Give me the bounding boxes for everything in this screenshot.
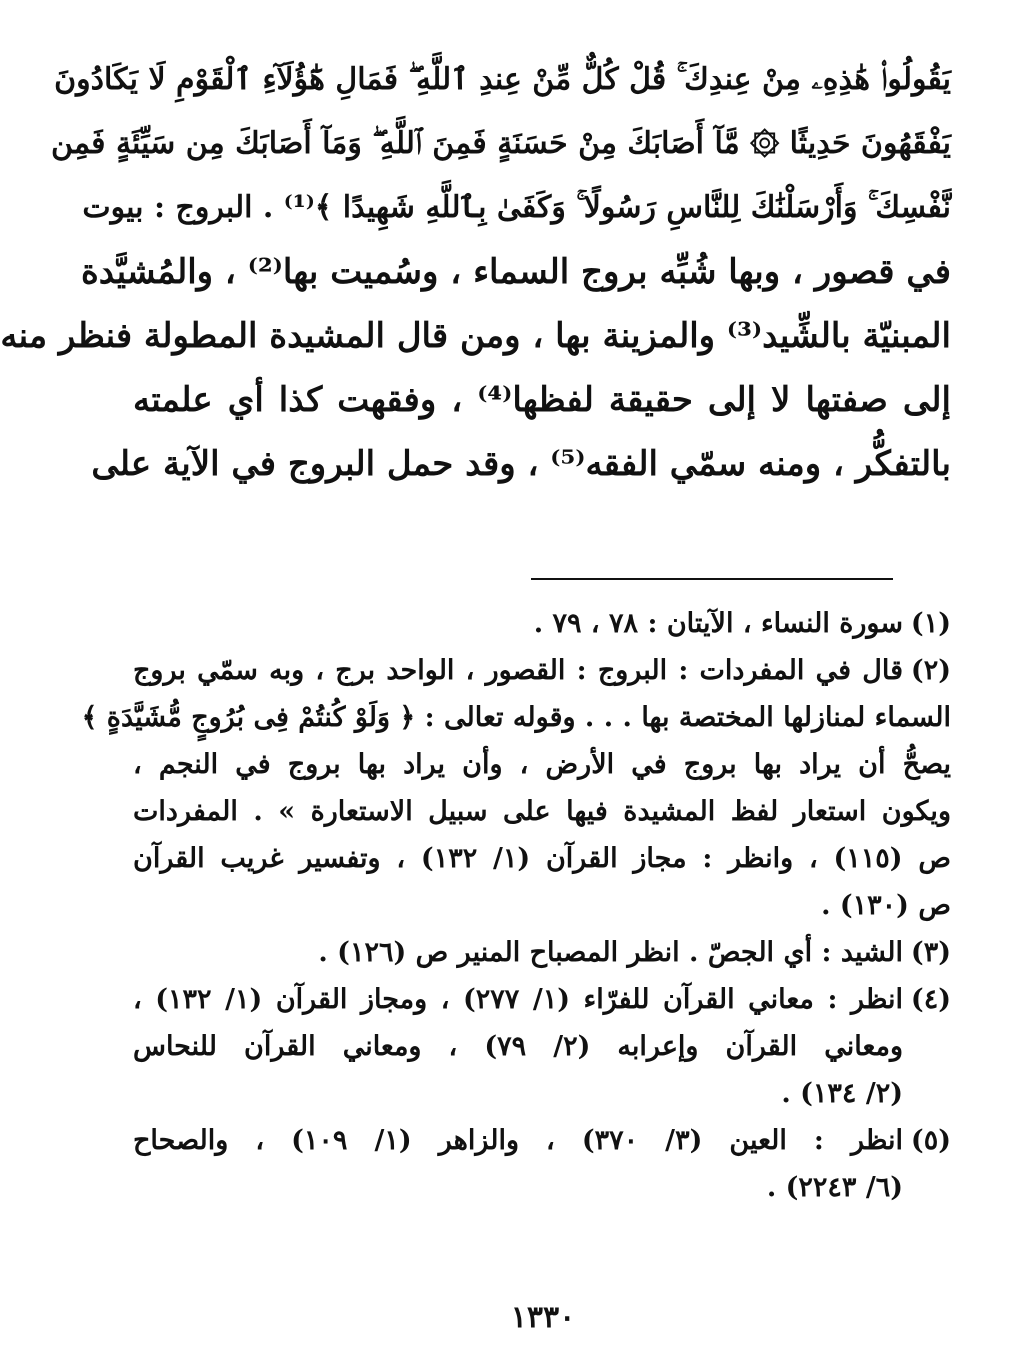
footnote-number: (٤) <box>910 984 951 1015</box>
footnote-text: انظر : معاني القرآن للفرّاء (١/ ٢٧٧) ، ومجاز القرآن (١/ ١٣٢) ، <box>133 984 904 1015</box>
footnote-number: (١) <box>910 608 951 639</box>
footnote-text: ص (١١٥) ، وانظر : مجاز القرآن (١/ ١٣٢) ، وتفسير غريب القرآن <box>133 843 952 874</box>
footnote-4 <box>133 976 951 1117</box>
footnote-number: (٢) <box>910 655 951 686</box>
footnote-text: ومعاني القرآن وإعرابه (٢/ ٧٩) ، ومعاني القرآن للنحاس <box>133 1031 903 1062</box>
footnote-text: (٦/ ٢٢٤٣) . <box>766 1172 903 1203</box>
footnote-divider <box>531 578 893 580</box>
footnote-5 <box>133 1117 951 1211</box>
main-text-line: يَقُولُوا۟ هَٰذِهِۦ مِنْ عِندِكَ ۚ قُلْ كُلٌّ مِّنْ عِندِ ٱللَّهِ ۖ فَمَالِ هَٰٓؤُلَآءِ ٱلْقَوْمِ لَا يَكَادُونَ <box>54 62 951 97</box>
footnote-3 <box>133 929 951 976</box>
footnote-text: ويكون استعار لفظ المشيدة فيها على سبيل الاستعارة » . المفردات <box>133 796 951 827</box>
main-text-line: المبنيّة بالشِّيد⁽³⁾ والمزينة بها ، ومن قال المشيدة المطولة فنظر منه <box>0 316 951 356</box>
main-text-line: يَفْقَهُونَ حَدِيثًا ۞ مَّآ أَصَابَكَ مِنْ حَسَنَةٍ فَمِنَ ٱللَّهِ ۖ وَمَآ أَصَابَكَ مِن سَيِّئَةٍ فَمِن <box>51 126 951 161</box>
footnote-text: انظر : العين (٣/ ٣٧٠) ، والزاهر (١/ ١٠٩) ، والصحاح <box>133 1125 904 1156</box>
main-text-line: في قصور ، وبها شُبِّه بروج السماء ، وسُميت بها⁽²⁾ ، والمُشيَّدة <box>80 252 951 292</box>
footnote-number: (٥) <box>910 1125 951 1156</box>
main-text-line: نَّفْسِكَ ۚ وَأَرْسَلْنَٰكَ لِلنَّاسِ رَسُولًا ۚ وَكَفَىٰ بِٱللَّهِ شَهِيدًا ﴾⁽¹⁾ . البروج : بيوت <box>82 190 951 225</box>
footnote-2 <box>81 647 952 929</box>
footnote-text: سورة النساء ، الآيتان : ٧٨ ، ٧٩ . <box>533 608 903 639</box>
footnotes-block <box>81 600 952 1211</box>
footnote-1 <box>133 600 951 647</box>
footnote-text: ص (١٣٠) . <box>821 890 951 921</box>
main-text-line: إلى صفتها لا إلى حقيقة لفظها⁽⁴⁾ ، وفقهت كذا أي علمته <box>133 380 951 420</box>
footnote-text: يصحُّ أن يراد بها بروج في الأرض ، وأن يراد بها بروج في النجم ، <box>133 749 951 780</box>
footnote-text: (٢/ ١٣٤) . <box>781 1078 903 1109</box>
footnote-text: الشيد : أي الجصّ . انظر المصباح المنير ص (١٢٦) . <box>318 937 903 968</box>
main-text-block <box>0 48 951 496</box>
footnote-text: السماء لمنازلها المختصة بها . . . وقوله تعالى : ﴿ وَلَوْ كُنتُمْ فِى بُرُوجٍ مُّشَيَّدَةٍ ﴾ <box>81 702 951 733</box>
footnote-number: (٣) <box>910 937 951 968</box>
page-number: ١٣٣٠ <box>510 1300 576 1335</box>
main-text-line: بالتفكُّر ، ومنه سمّي الفقه⁽⁵⁾ ، وقد حمل البروج في الآية على <box>91 444 951 484</box>
footnote-text: قال في المفردات : البروج : القصور ، الواحد برج ، وبه سمّي بروج <box>133 655 903 686</box>
